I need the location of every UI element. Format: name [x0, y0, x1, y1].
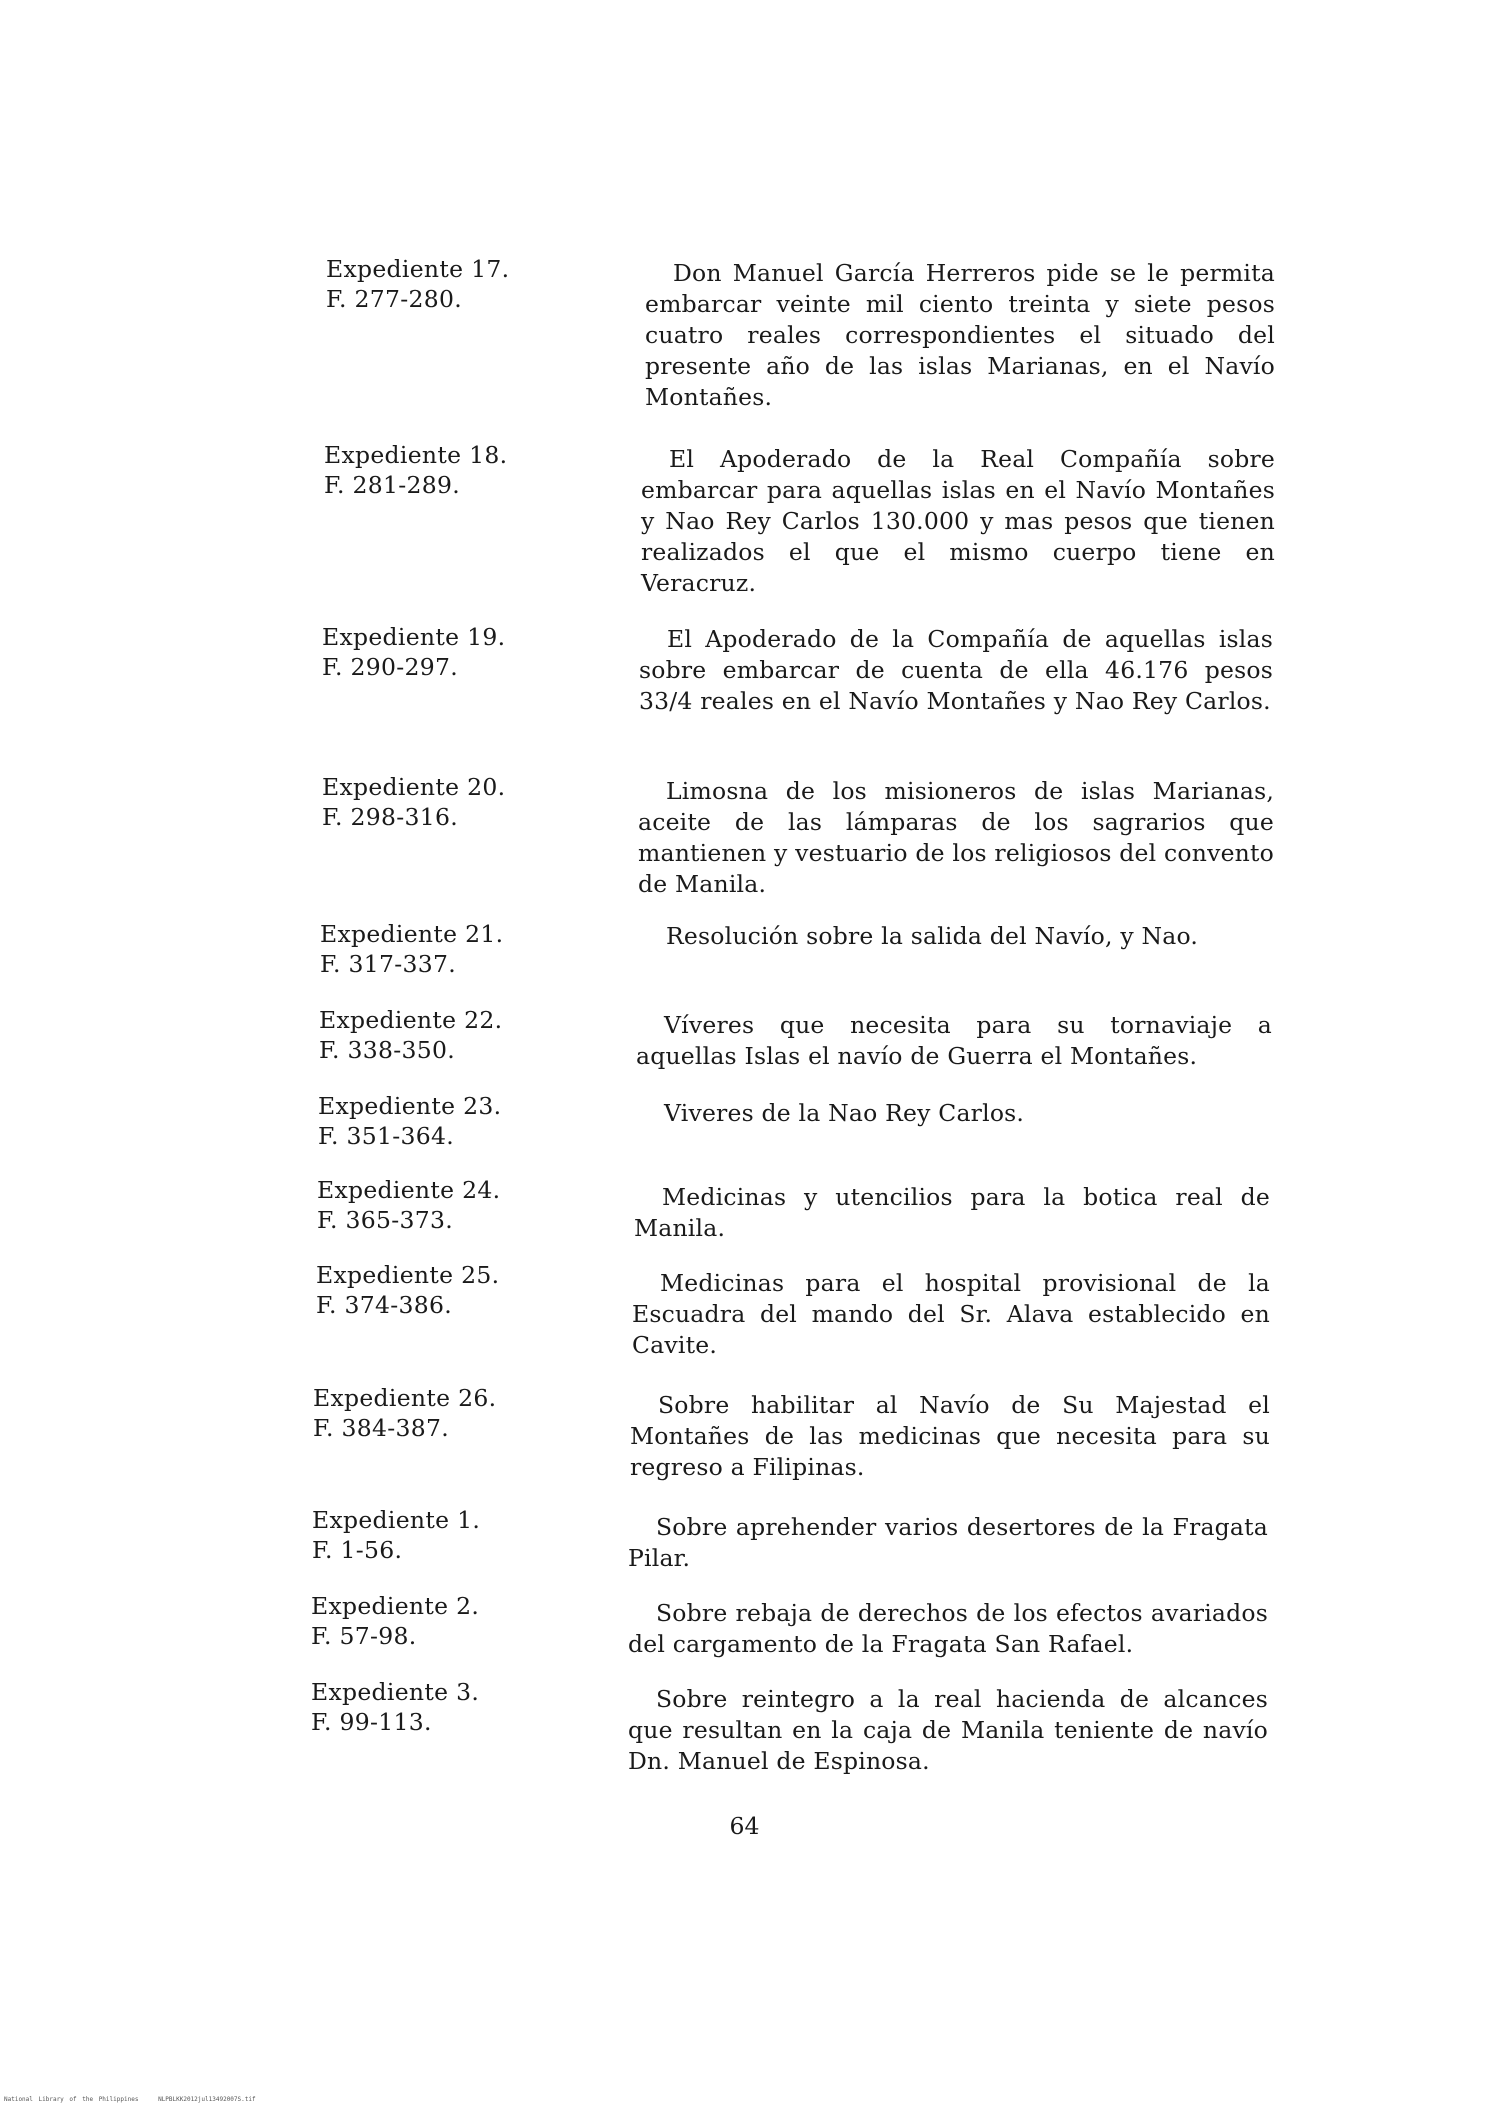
expediente-label: Expediente 17. — [326, 255, 510, 283]
entry-reference — [317, 1175, 557, 1235]
entry-reference — [311, 1677, 551, 1737]
expediente-label: Expediente 20. — [322, 773, 506, 801]
entry-reference — [322, 622, 562, 682]
footer-library: National Library of the Philippines — [4, 2096, 139, 2103]
expediente-label: Expediente 25. — [316, 1261, 500, 1289]
entry-description: El Apoderado de la Compañía de aquellas islas sobre embarcar de cuenta de ella 46.176 pesos 33/4 reales en el Navío Montañes y Nao Rey Carlos. — [639, 625, 1273, 715]
expediente-label: Expediente 24. — [317, 1176, 501, 1204]
expediente-label: Expediente 2. — [311, 1592, 480, 1620]
expediente-label: Expediente 19. — [322, 623, 506, 651]
folio-range: F. 57-98. — [311, 1622, 417, 1650]
entry-reference — [319, 1005, 559, 1065]
footer-file: NLPBLKK2012jul13492007S.tif — [158, 2096, 256, 2103]
entry-reference — [311, 1591, 551, 1651]
entry-reference — [316, 1260, 556, 1320]
folio-range: F. 374-386. — [316, 1291, 453, 1319]
expediente-label: Expediente 22. — [319, 1006, 503, 1034]
entry-reference — [313, 1383, 553, 1443]
entry-reference — [326, 254, 566, 314]
entry-description: Viveres de la Nao Rey Carlos. — [664, 1099, 1025, 1127]
entry-description: Sobre habilitar al Navío de Su Majestad el Montañes de las medicinas que necesita para su regreso a Filipinas. — [630, 1391, 1270, 1481]
entry-description: Resolución sobre la salida del Navío, y Nao. — [666, 922, 1199, 950]
scan-footer — [4, 2096, 270, 2103]
entry-description: Medicinas para el hospital provisional de la Escuadra del mando del Sr. Alava establecido en Cavite. — [632, 1269, 1270, 1359]
entry-description: Sobre reintegro a la real hacienda de alcances que resultan en la caja de Manila teniente de navío Dn. Manuel de Espinosa. — [628, 1685, 1268, 1775]
expediente-label: Expediente 23. — [318, 1092, 502, 1120]
folio-range: F. 298-316. — [322, 803, 459, 831]
folio-range: F. 384-387. — [313, 1414, 450, 1442]
entry-reference — [322, 772, 562, 832]
entry-description: Don Manuel García Herreros pide se le permita embarcar veinte mil ciento treinta y siete pesos cuatro reales correspondientes el situado del presente año de las islas Marianas, en el Navío Montañes. — [645, 259, 1275, 411]
folio-range: F. 365-373. — [317, 1206, 454, 1234]
folio-range: F. 281-289. — [324, 471, 461, 499]
entry-reference — [312, 1505, 552, 1565]
folio-range: F. 99-113. — [311, 1708, 432, 1736]
folio-range: F. 351-364. — [318, 1122, 455, 1150]
page-number: 64 — [729, 1812, 760, 1840]
expediente-label: Expediente 26. — [313, 1384, 497, 1412]
entry-description: Víveres que necesita para su tornaviaje a aquellas Islas el navío de Guerra el Montañes. — [636, 1011, 1272, 1070]
entry-description: Sobre rebaja de derechos de los efectos avariados del cargamento de la Fragata San Rafael. — [628, 1599, 1268, 1658]
expediente-label: Expediente 18. — [324, 441, 508, 469]
folio-range: F. 290-297. — [322, 653, 459, 681]
expediente-label: Expediente 21. — [320, 920, 504, 948]
entry-description: El Apoderado de la Real Compañía sobre embarcar para aquellas islas en el Navío Montañes y Nao Rey Carlos 130.000 y mas pesos que tienen realizados el que el mismo cuerpo tiene en Veracruz. — [641, 445, 1275, 597]
entry-description: Sobre aprehender varios desertores de la Fragata Pilar. — [628, 1513, 1268, 1572]
folio-range: F. 1-56. — [312, 1536, 403, 1564]
folio-range: F. 338-350. — [319, 1036, 456, 1064]
entry-reference — [324, 440, 564, 500]
folio-range: F. 277-280. — [326, 285, 463, 313]
expediente-label: Expediente 1. — [312, 1506, 481, 1534]
entry-description: Limosna de los misioneros de islas Marianas, aceite de las lámparas de los sagrarios que mantienen y vestuario de los religiosos del convento de Manila. — [638, 777, 1274, 898]
expediente-label: Expediente 3. — [311, 1678, 480, 1706]
folio-range: F. 317-337. — [320, 950, 457, 978]
entry-reference — [318, 1091, 558, 1151]
entry-reference — [320, 919, 560, 979]
entry-description: Medicinas y utencilios para la botica real de Manila. — [634, 1183, 1270, 1242]
